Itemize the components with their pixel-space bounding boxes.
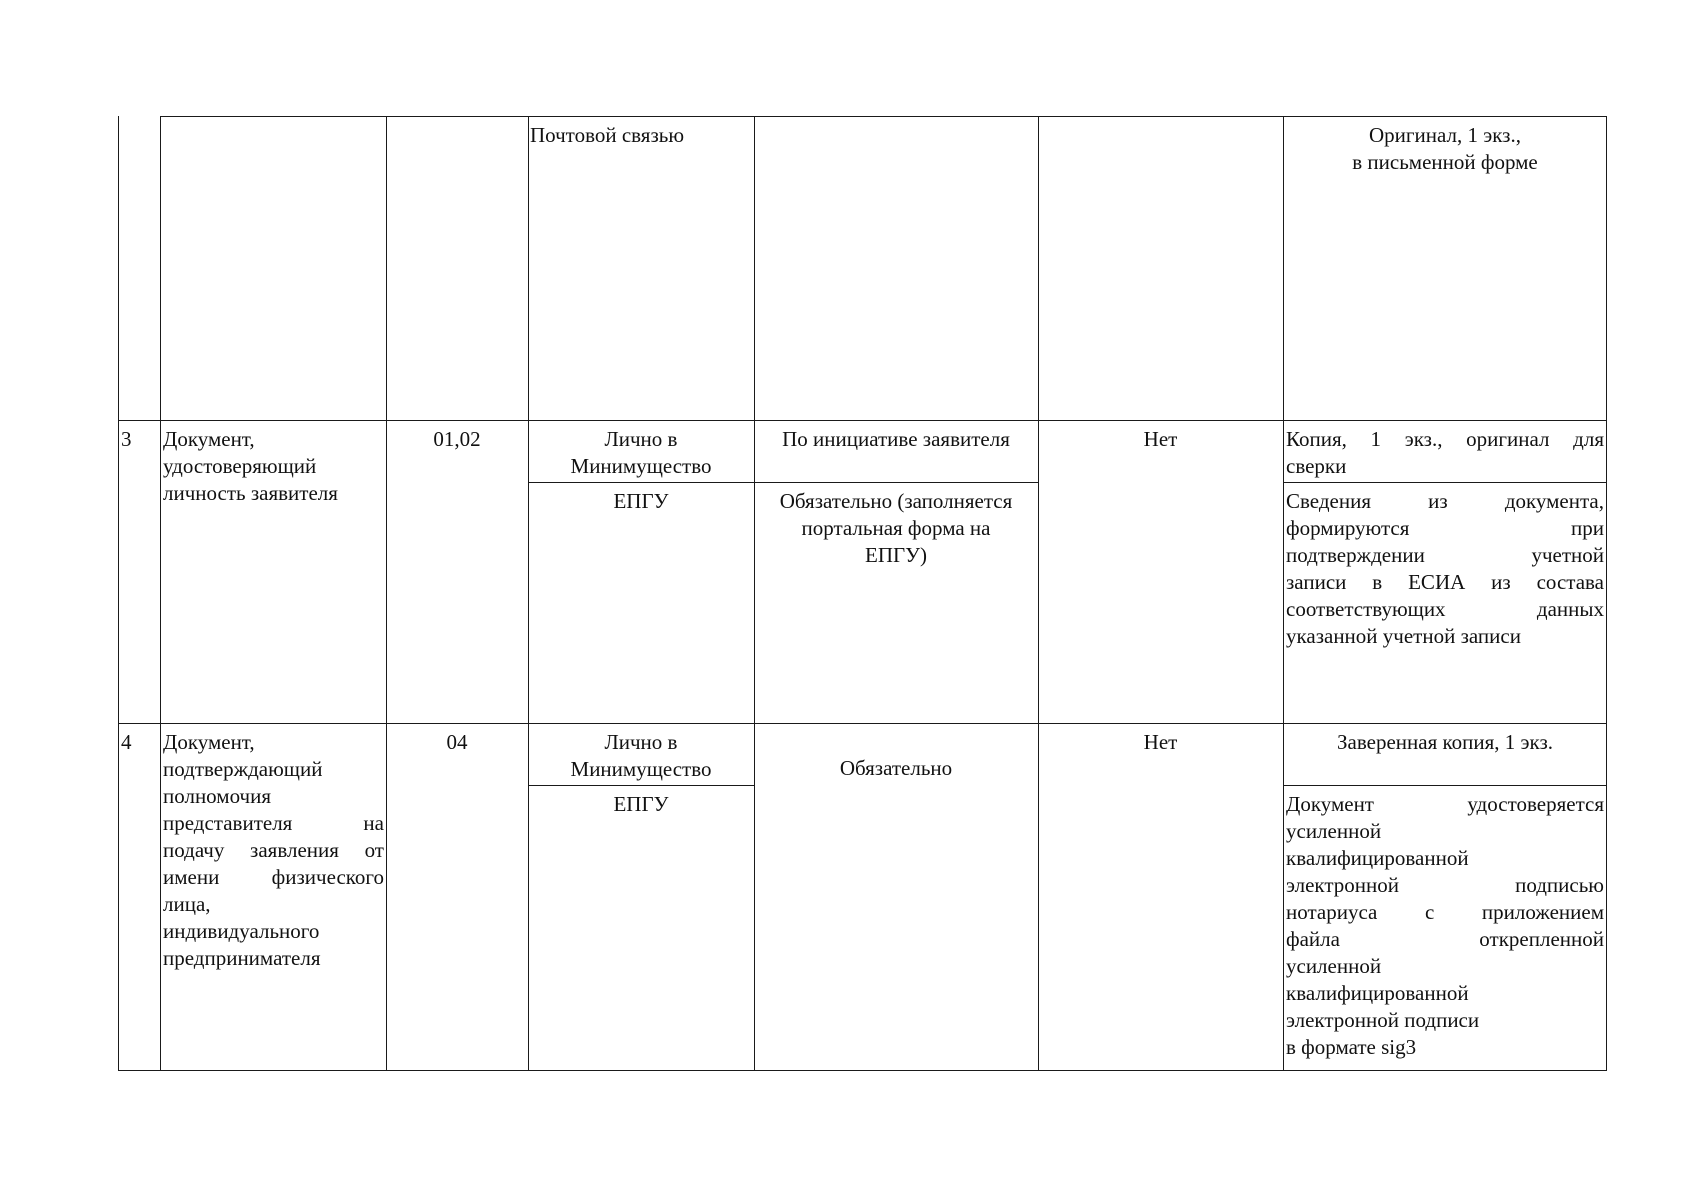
row3-form-info-line: Сведения из документа, — [1286, 489, 1604, 513]
row3-document-line: личность заявителя — [163, 481, 338, 505]
row4-form-electronic-line: усиленной — [1286, 954, 1382, 978]
row3-form-info-line: записи в ЕСИА из состава — [1286, 570, 1604, 594]
row3-requirement-mandatory — [756, 488, 1036, 569]
row3-form-info-line: указанной учетной записи — [1286, 624, 1521, 648]
row4-document-line: имени физического — [163, 865, 384, 889]
row4-method-line: Лично в — [604, 730, 678, 754]
row3-method-epgu: ЕПГУ — [613, 489, 669, 513]
cont-form — [1286, 122, 1604, 176]
row4-form-electronic-line: в формате sig3 — [1286, 1035, 1417, 1059]
cont-form-line: в письменной форме — [1352, 150, 1538, 174]
row3-codes: 01,02 — [433, 427, 481, 451]
row4-form-electronic-line: нотариуса с приложением — [1286, 900, 1604, 924]
row4-document-line: полномочия — [163, 784, 271, 808]
row4-method-epgu: ЕПГУ — [613, 792, 669, 816]
row3-method-in-person — [530, 426, 752, 480]
row3-requirement-line: ЕПГУ) — [865, 543, 927, 567]
row4-form-certified-copy: Заверенная копия, 1 экз. — [1337, 730, 1553, 754]
row3-requirement-line: портальная форма на — [801, 516, 991, 540]
row4-document-line: подтверждающий — [163, 757, 323, 781]
row3-document-line: Документ, — [163, 427, 255, 451]
row4-document-line: индивидуального — [163, 919, 320, 943]
row3-form-info-line: формируются при — [1286, 516, 1604, 540]
row4-document-name — [163, 729, 384, 972]
row4-form-electronic-line: усиленной — [1286, 819, 1382, 843]
row3-document-name — [163, 426, 338, 507]
row4-form-electronic-line: электронной подписью — [1286, 873, 1604, 897]
row4-method-line: Минимущество — [570, 757, 712, 781]
cont-delivery: Почтовой связью — [530, 123, 685, 147]
row3-method-line: Лично в — [604, 427, 678, 451]
row4-form-electronic-line: квалифицированной — [1286, 846, 1469, 870]
row4-form-electronic-line: Документ удостоверяется — [1286, 792, 1604, 816]
row4-document-line: представителя на — [163, 811, 384, 835]
row3-form-copy-line: Копия, 1 экз., оригинал для — [1286, 427, 1604, 451]
row4-document-line: лица, — [163, 892, 211, 916]
row4-document-line: предпринимателя — [163, 946, 321, 970]
row4-codes: 04 — [446, 730, 468, 754]
row3-form-copy-line: сверки — [1286, 454, 1347, 478]
row4-document-line: Документ, — [163, 730, 255, 754]
row3-flag: Нет — [1143, 427, 1178, 451]
row3-form-info — [1286, 488, 1604, 650]
row4-requirement: Обязательно — [839, 756, 953, 780]
row3-form-info-line: соответствующих данных — [1286, 597, 1604, 621]
row4-method-in-person — [530, 729, 752, 783]
row3-method-line: Минимущество — [570, 454, 712, 478]
row4-form-electronic-line: файла открепленной — [1286, 927, 1604, 951]
row4-form-electronic — [1286, 791, 1604, 1061]
row3-document-line: удостоверяющий — [163, 454, 317, 478]
row3-form-info-line: подтверждении учетной — [1286, 543, 1604, 567]
row3-number: 3 — [121, 427, 132, 451]
row4-number: 4 — [121, 730, 132, 754]
row3-requirement-line: Обязательно (заполняется — [779, 489, 1013, 513]
row4-form-electronic-line: квалифицированной — [1286, 981, 1469, 1005]
row4-document-line: подачу заявления от — [163, 838, 384, 862]
row3-form-copy — [1286, 426, 1604, 480]
row3-requirement-initiative: По инициативе заявителя — [782, 427, 1010, 451]
cont-form-line: Оригинал, 1 экз., — [1369, 123, 1521, 147]
row4-flag: Нет — [1143, 730, 1178, 754]
row4-form-electronic-line: электронной подписи — [1286, 1008, 1480, 1032]
